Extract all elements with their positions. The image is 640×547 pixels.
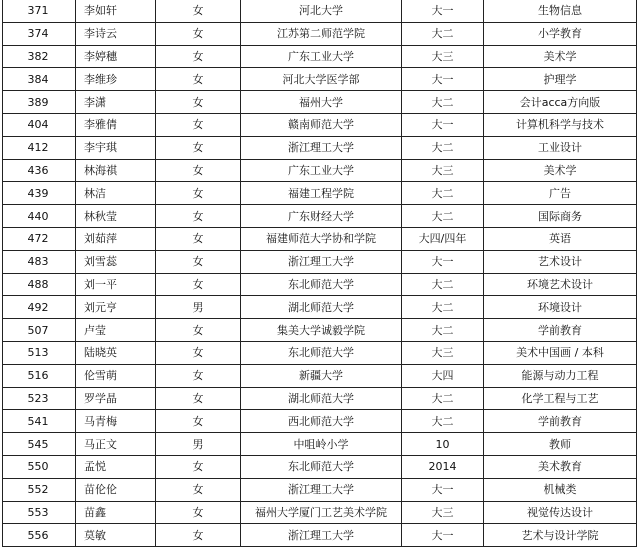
table-row	[3, 113, 637, 136]
grade-cell: 2014	[402, 455, 484, 478]
name-cell: 李诗云	[76, 22, 156, 45]
id-cell: 382	[3, 45, 76, 68]
table-row	[3, 433, 637, 456]
grade-cell: 大二	[402, 205, 484, 228]
table-row	[3, 341, 637, 364]
id-cell: 404	[3, 113, 76, 136]
gender-cell: 女	[156, 273, 241, 296]
gender-cell: 女	[156, 68, 241, 91]
major-cell: 美术中国画 / 本科	[484, 341, 637, 364]
major-cell: 广告	[484, 182, 637, 205]
name-cell: 刘茹萍	[76, 227, 156, 250]
grade-cell: 大二	[402, 319, 484, 342]
school-cell: 中咀岭小学	[241, 433, 402, 456]
grade-cell: 大二	[402, 136, 484, 159]
gender-cell: 女	[156, 227, 241, 250]
school-cell: 西北师范大学	[241, 410, 402, 433]
major-cell: 机械类	[484, 478, 637, 501]
id-cell: 545	[3, 433, 76, 456]
gender-cell: 女	[156, 205, 241, 228]
gender-cell: 女	[156, 182, 241, 205]
name-cell: 苗鑫	[76, 501, 156, 524]
table-row	[3, 296, 637, 319]
table-row	[3, 273, 637, 296]
id-cell: 389	[3, 91, 76, 114]
table-row	[3, 136, 637, 159]
school-cell: 湖北师范大学	[241, 296, 402, 319]
id-cell: 440	[3, 205, 76, 228]
id-cell: 541	[3, 410, 76, 433]
id-cell: 523	[3, 387, 76, 410]
table-row	[3, 410, 637, 433]
name-cell: 陆晓英	[76, 341, 156, 364]
grade-cell: 大三	[402, 341, 484, 364]
gender-cell: 女	[156, 159, 241, 182]
gender-cell: 女	[156, 113, 241, 136]
name-cell: 李潇	[76, 91, 156, 114]
name-cell: 李宇琪	[76, 136, 156, 159]
id-cell: 439	[3, 182, 76, 205]
id-cell: 488	[3, 273, 76, 296]
id-cell: 553	[3, 501, 76, 524]
school-cell: 福州大学厦门工艺美术学院	[241, 501, 402, 524]
school-cell: 东北师范大学	[241, 455, 402, 478]
name-cell: 林洁	[76, 182, 156, 205]
grade-cell: 大二	[402, 182, 484, 205]
gender-cell: 男	[156, 433, 241, 456]
id-cell: 550	[3, 455, 76, 478]
gender-cell: 女	[156, 364, 241, 387]
table-row	[3, 524, 637, 547]
school-cell: 广东财经大学	[241, 205, 402, 228]
major-cell: 工业设计	[484, 136, 637, 159]
grade-cell: 大二	[402, 387, 484, 410]
school-cell: 浙江理工大学	[241, 250, 402, 273]
id-cell: 436	[3, 159, 76, 182]
grade-cell: 大三	[402, 501, 484, 524]
major-cell: 计算机科学与技术	[484, 113, 637, 136]
gender-cell: 女	[156, 91, 241, 114]
school-cell: 河北大学医学部	[241, 68, 402, 91]
major-cell: 环境艺术设计	[484, 273, 637, 296]
table-row	[3, 205, 637, 228]
major-cell: 会计acca方向版	[484, 91, 637, 114]
table-row	[3, 22, 637, 45]
gender-cell: 女	[156, 22, 241, 45]
grade-cell: 大一	[402, 478, 484, 501]
school-cell: 河北大学	[241, 0, 402, 22]
grade-cell: 大四	[402, 364, 484, 387]
table-row	[3, 455, 637, 478]
id-cell: 412	[3, 136, 76, 159]
school-cell: 湖北师范大学	[241, 387, 402, 410]
gender-cell: 男	[156, 296, 241, 319]
table-row	[3, 250, 637, 273]
major-cell: 美术学	[484, 159, 637, 182]
table-row	[3, 159, 637, 182]
school-cell: 广东工业大学	[241, 159, 402, 182]
grade-cell: 大四/四年	[402, 227, 484, 250]
major-cell: 教师	[484, 433, 637, 456]
name-cell: 马青梅	[76, 410, 156, 433]
school-cell: 江苏第二师范学院	[241, 22, 402, 45]
major-cell: 学前教育	[484, 410, 637, 433]
name-cell: 李雅倩	[76, 113, 156, 136]
grade-cell: 大二	[402, 91, 484, 114]
grade-cell: 大三	[402, 45, 484, 68]
major-cell: 化学工程与工艺	[484, 387, 637, 410]
major-cell: 视觉传达设计	[484, 501, 637, 524]
major-cell: 英语	[484, 227, 637, 250]
name-cell: 李维珍	[76, 68, 156, 91]
name-cell: 伦雪萌	[76, 364, 156, 387]
table-row	[3, 91, 637, 114]
school-cell: 新疆大学	[241, 364, 402, 387]
name-cell: 李婷穗	[76, 45, 156, 68]
roster-table-body	[3, 0, 637, 547]
table-row	[3, 319, 637, 342]
table-row	[3, 45, 637, 68]
gender-cell: 女	[156, 45, 241, 68]
id-cell: 516	[3, 364, 76, 387]
school-cell: 福建工程学院	[241, 182, 402, 205]
grade-cell: 大二	[402, 22, 484, 45]
grade-cell: 大三	[402, 159, 484, 182]
id-cell: 507	[3, 319, 76, 342]
id-cell: 556	[3, 524, 76, 547]
major-cell: 小学教育	[484, 22, 637, 45]
grade-cell: 大二	[402, 273, 484, 296]
id-cell: 472	[3, 227, 76, 250]
school-cell: 浙江理工大学	[241, 478, 402, 501]
school-cell: 广东工业大学	[241, 45, 402, 68]
major-cell: 国际商务	[484, 205, 637, 228]
id-cell: 483	[3, 250, 76, 273]
roster-table	[2, 0, 637, 547]
name-cell: 苗伦伦	[76, 478, 156, 501]
name-cell: 马正文	[76, 433, 156, 456]
name-cell: 林海祺	[76, 159, 156, 182]
table-row	[3, 68, 637, 91]
grade-cell: 大一	[402, 113, 484, 136]
table-row	[3, 501, 637, 524]
name-cell: 孟悦	[76, 455, 156, 478]
school-cell: 福建师范大学协和学院	[241, 227, 402, 250]
major-cell: 学前教育	[484, 319, 637, 342]
major-cell: 能源与动力工程	[484, 364, 637, 387]
name-cell: 卢莹	[76, 319, 156, 342]
gender-cell: 女	[156, 455, 241, 478]
gender-cell: 女	[156, 136, 241, 159]
grade-cell: 大一	[402, 0, 484, 22]
school-cell: 东北师范大学	[241, 341, 402, 364]
major-cell: 美术教育	[484, 455, 637, 478]
school-cell: 赣南师范大学	[241, 113, 402, 136]
major-cell: 艺术与设计学院	[484, 524, 637, 547]
table-row	[3, 0, 637, 22]
id-cell: 374	[3, 22, 76, 45]
name-cell: 莫敏	[76, 524, 156, 547]
table-row	[3, 182, 637, 205]
gender-cell: 女	[156, 0, 241, 22]
table-row	[3, 478, 637, 501]
id-cell: 492	[3, 296, 76, 319]
grade-cell: 大一	[402, 68, 484, 91]
table-row	[3, 227, 637, 250]
name-cell: 刘雪蕊	[76, 250, 156, 273]
gender-cell: 女	[156, 410, 241, 433]
major-cell: 环境设计	[484, 296, 637, 319]
school-cell: 福州大学	[241, 91, 402, 114]
grade-cell: 10	[402, 433, 484, 456]
id-cell: 384	[3, 68, 76, 91]
school-cell: 东北师范大学	[241, 273, 402, 296]
gender-cell: 女	[156, 524, 241, 547]
school-cell: 集美大学诚毅学院	[241, 319, 402, 342]
major-cell: 护理学	[484, 68, 637, 91]
gender-cell: 女	[156, 501, 241, 524]
name-cell: 刘元亨	[76, 296, 156, 319]
id-cell: 371	[3, 0, 76, 22]
table-row	[3, 364, 637, 387]
grade-cell: 大二	[402, 296, 484, 319]
name-cell: 罗学晶	[76, 387, 156, 410]
name-cell: 李如轩	[76, 0, 156, 22]
id-cell: 552	[3, 478, 76, 501]
major-cell: 艺术设计	[484, 250, 637, 273]
table-row	[3, 387, 637, 410]
gender-cell: 女	[156, 319, 241, 342]
gender-cell: 女	[156, 250, 241, 273]
major-cell: 美术学	[484, 45, 637, 68]
gender-cell: 女	[156, 478, 241, 501]
school-cell: 浙江理工大学	[241, 524, 402, 547]
gender-cell: 女	[156, 387, 241, 410]
grade-cell: 大二	[402, 410, 484, 433]
school-cell: 浙江理工大学	[241, 136, 402, 159]
name-cell: 刘一平	[76, 273, 156, 296]
name-cell: 林秋莹	[76, 205, 156, 228]
major-cell: 生物信息	[484, 0, 637, 22]
id-cell: 513	[3, 341, 76, 364]
grade-cell: 大一	[402, 524, 484, 547]
grade-cell: 大一	[402, 250, 484, 273]
gender-cell: 女	[156, 341, 241, 364]
